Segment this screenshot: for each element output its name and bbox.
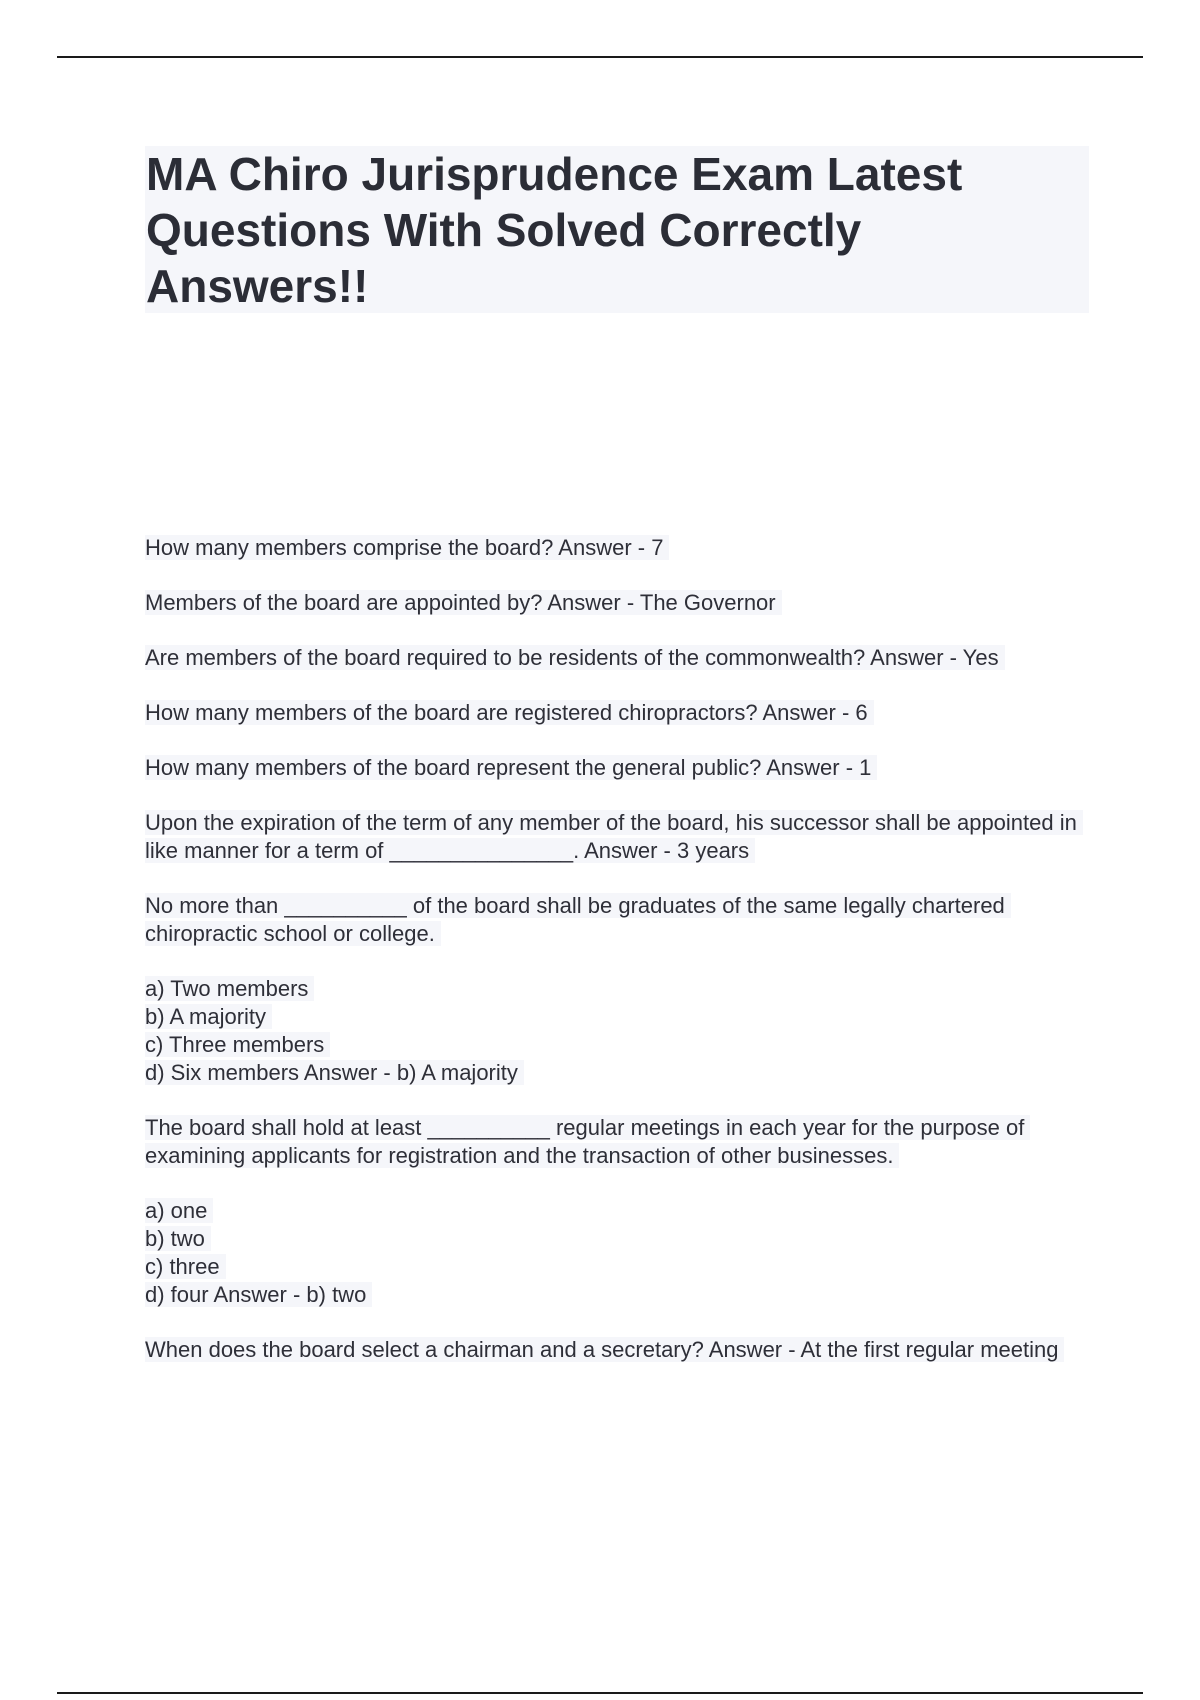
option-c: c) three [145, 1253, 1095, 1281]
question-9: When does the board select a chairman and a secretary? Answer - At the first regular meeting [145, 1336, 1095, 1364]
question-2: Members of the board are appointed by? Answer - The Governor [145, 589, 1095, 617]
option-b: b) A majority [145, 1003, 1095, 1031]
question-3: Are members of the board required to be residents of the commonwealth? Answer - Yes [145, 644, 1095, 672]
option-c: c) Three members [145, 1031, 1095, 1059]
document-body [145, 534, 1095, 1391]
option-d-answer: d) Six members Answer - b) A majority [145, 1059, 1095, 1087]
question-6: Upon the expiration of the term of any member of the board, his successor shall be appointed in like manner for a term of _______________. Answer - 3 years [145, 809, 1095, 865]
question-7: No more than __________ of the board shall be graduates of the same legally chartered chiropractic school or college. [145, 892, 1095, 948]
question-8-options [145, 1197, 1095, 1309]
top-rule [57, 56, 1143, 58]
question-7-options [145, 975, 1095, 1087]
question-1: How many members comprise the board? Answer - 7 [145, 534, 1095, 562]
question-8: The board shall hold at least __________ regular meetings in each year for the purpose of examining applicants for registration and the transaction of other businesses. [145, 1114, 1095, 1170]
option-a: a) one [145, 1197, 1095, 1225]
question-4: How many members of the board are registered chiropractors? Answer - 6 [145, 699, 1095, 727]
option-a: a) Two members [145, 975, 1095, 1003]
document-title: MA Chiro Jurisprudence Exam Latest Questions With Solved Correctly Answers!! [146, 148, 963, 312]
option-b: b) two [145, 1225, 1095, 1253]
option-d-answer: d) four Answer - b) two [145, 1281, 1095, 1309]
bottom-rule [57, 1692, 1143, 1694]
question-5: How many members of the board represent the general public? Answer - 1 [145, 754, 1095, 782]
